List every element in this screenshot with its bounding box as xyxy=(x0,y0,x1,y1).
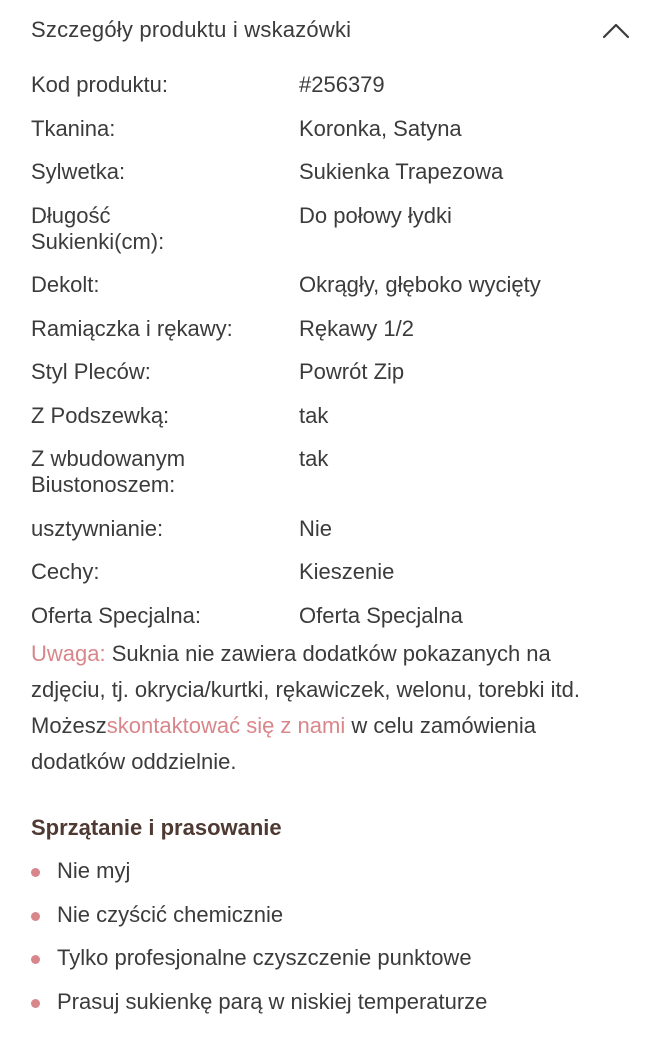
accessories-note xyxy=(31,636,631,780)
spec-row-boning xyxy=(31,516,631,542)
spec-value: Rękawy 1/2 xyxy=(299,315,414,341)
spec-row-sleeves xyxy=(31,316,631,342)
spec-row-lining xyxy=(31,403,631,429)
note-text: Suknia nie zawiera dodatków pokazanych na zdjęciu, tj. okrycia/kurtki, rękawiczek, welonu, torebki itd. Możesz xyxy=(31,641,580,738)
product-details-section xyxy=(31,0,631,1032)
care-item-text: Nie myj xyxy=(57,858,131,883)
contact-us-link[interactable]: skontaktować się z nami xyxy=(106,713,346,738)
list-item xyxy=(31,858,631,884)
section-header[interactable] xyxy=(31,0,631,62)
spec-row-product-code xyxy=(31,72,631,98)
spec-row-built-in-bra xyxy=(31,446,631,498)
spec-row-fabric xyxy=(31,116,631,142)
spec-row-back-style xyxy=(31,359,631,385)
care-item-text: Prasuj sukienkę parą w niskiej temperaturze xyxy=(57,988,488,1014)
spec-row-silhouette xyxy=(31,159,631,185)
spec-label: Kod produktu: xyxy=(31,72,168,97)
list-item xyxy=(31,945,631,971)
spec-value: tak xyxy=(299,446,329,471)
spec-label: Długość Sukienki(cm): xyxy=(31,202,165,254)
spec-label: Sylwetka: xyxy=(31,159,126,184)
bullet-icon xyxy=(31,955,40,964)
spec-label: Oferta Specjalna: xyxy=(31,602,201,628)
spec-value: Kieszenie xyxy=(299,559,395,584)
list-item xyxy=(31,989,631,1015)
list-item xyxy=(31,902,631,928)
spec-value: #256379 xyxy=(299,72,385,97)
spec-value: tak xyxy=(299,402,329,428)
spec-table xyxy=(31,72,631,629)
spec-label: Tkanina: xyxy=(31,115,116,141)
spec-value: Koronka, Satyna xyxy=(299,115,462,141)
spec-value: Powrót Zip xyxy=(299,359,405,384)
spec-label: Cechy: xyxy=(31,559,100,584)
chevron-up-icon[interactable] xyxy=(599,18,633,44)
care-heading: Sprzątanie i prasowanie xyxy=(31,815,282,840)
bullet-icon xyxy=(31,912,40,921)
spec-row-neckline xyxy=(31,272,631,298)
spec-label: Z wbudowanym Biustonoszem: xyxy=(31,446,186,497)
care-list xyxy=(31,858,631,1015)
spec-value: Do połowy łydki xyxy=(299,202,452,228)
bullet-icon xyxy=(31,868,40,877)
spec-label: Dekolt: xyxy=(31,272,100,297)
note-text-end: w celu zamówienia dodatków oddzielnie. xyxy=(31,713,536,774)
spec-value: Nie xyxy=(299,515,333,541)
note-prefix: Uwaga: xyxy=(31,641,106,666)
spec-label: Ramiączka i rękawy: xyxy=(31,315,233,341)
spec-label: Styl Pleców: xyxy=(31,359,151,384)
care-item-text: Tylko profesjonalne czyszczenie punktowe xyxy=(57,945,472,970)
care-item-text: Nie czyścić chemicznie xyxy=(57,901,284,927)
spec-label: usztywnianie: xyxy=(31,515,164,541)
section-title: Szczegóły produktu i wskazówki xyxy=(31,16,352,42)
spec-row-features xyxy=(31,559,631,585)
spec-value: Okrągły, głęboko wycięty xyxy=(299,272,541,297)
spec-row-special-offer xyxy=(31,603,631,629)
spec-value: Sukienka Trapezowa xyxy=(299,159,504,184)
spec-row-length xyxy=(31,203,631,255)
bullet-icon xyxy=(31,999,40,1008)
spec-label: Z Podszewką: xyxy=(31,402,170,428)
spec-value: Oferta Specjalna xyxy=(299,602,463,628)
